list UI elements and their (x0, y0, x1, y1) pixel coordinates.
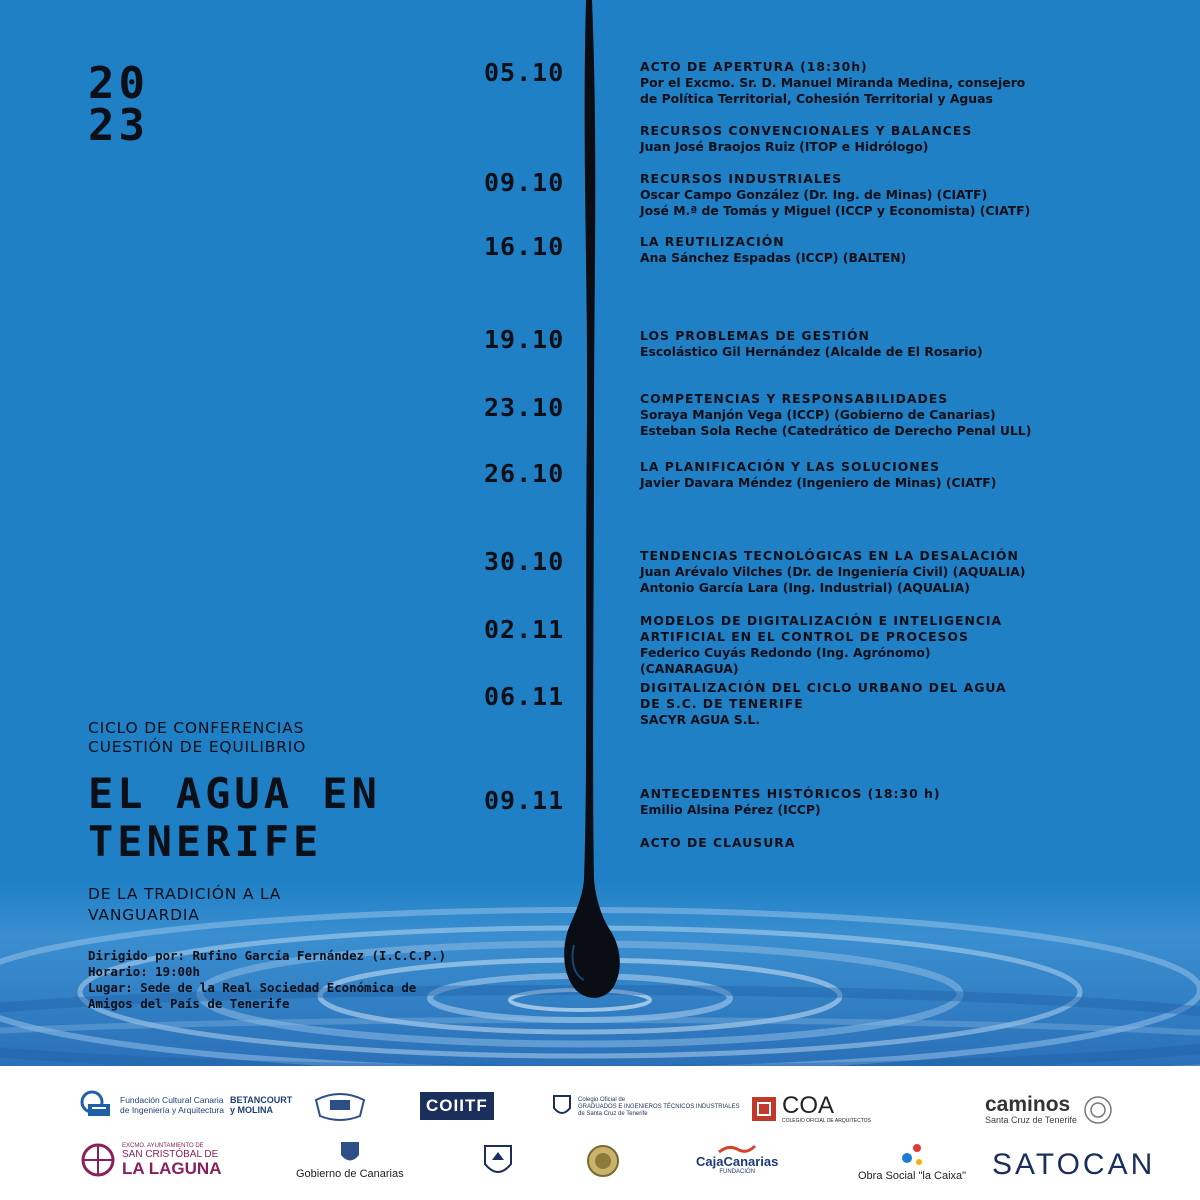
event-detail: Emilio Alsina Pérez (ICCP) (640, 802, 821, 817)
event-info (88, 948, 448, 1012)
year-bottom: 23 (88, 100, 149, 151)
logo-graduados: Colegio Oficial de GRADUADOS E INGENIEROS TÉCNICOS INDUSTRIALES de Santa Cruz de Tenerife (552, 1094, 740, 1120)
event-detail: Antonio García Lara (Ing. Industrial) (AQUALIA) (640, 580, 970, 595)
event-item (640, 391, 1040, 439)
event-date: 06.11 (484, 682, 565, 711)
main-title-line: TENERIFE (88, 817, 323, 866)
main-title (88, 770, 381, 866)
event-title: MODELOS DE DIGITALIZACIÓN E INTELIGENCIA ARTIFICIAL EN EL CONTROL DE PROCESOS (640, 613, 1003, 644)
logo-obra-social: Obra Social "la Caixa" (858, 1142, 966, 1182)
event-date: 16.10 (484, 232, 565, 261)
crest-emblem-icon (312, 1086, 368, 1126)
cycle-line: CUESTIÓN DE EQUILIBRIO (88, 738, 307, 756)
event-item (640, 613, 1020, 677)
event-detail: SACYR AGUA S.L. (640, 712, 761, 727)
event-title: ANTECEDENTES HISTÓRICOS (18:30 h) (640, 786, 941, 801)
event-detail: Escolástico Gil Hernández (Alcalde de El Rosario) (640, 344, 983, 359)
logo-coiitf: COIITF (420, 1092, 494, 1120)
event-title: COMPETENCIAS Y RESPONSABILIDADES (640, 391, 949, 406)
water-drop-illustration (540, 0, 630, 1010)
logo-la-laguna: EXCMO. AYUNTAMIENTO DE SAN CRISTÓBAL DE LA LAGUNA (80, 1142, 221, 1178)
event-title: ACTO DE APERTURA (18:30h) (640, 59, 868, 74)
logo-crest (312, 1086, 368, 1126)
info-value: Rufino García Fernández (I.C.C.P.) (192, 948, 447, 963)
event-item (640, 786, 1040, 818)
main-title-line: EL AGUA EN (88, 769, 381, 818)
la-caixa-star-icon (897, 1142, 927, 1168)
event-item (640, 171, 1040, 219)
event-detail: Federico Cuyás Redondo (Ing. Agrónomo) (CANARAGUA) (640, 645, 931, 676)
info-label: Lugar: (88, 980, 133, 995)
caminos-seal-icon (1083, 1095, 1113, 1125)
event-date: 19.10 (484, 325, 565, 354)
event-date: 02.11 (484, 615, 565, 644)
logo-coa: COA COLEGIO OFICIAL DE ARQUITECTOS (752, 1094, 871, 1124)
subtitle: DE LA TRADICIÓN A LA VANGUARDIA (88, 885, 282, 924)
coa-emblem-icon (752, 1097, 776, 1121)
event-item (640, 835, 1040, 851)
logo-cabildo (482, 1142, 514, 1182)
event-detail: Ana Sánchez Espadas (ICCP) (BALTEN) (640, 250, 907, 265)
info-time (88, 964, 448, 980)
event-title: LA PLANIFICACIÓN Y LAS SOLUCIONES (640, 459, 940, 474)
event-item (640, 680, 1020, 728)
event-detail: Esteban Sola Reche (Catedrático de Derecho Penal ULL) (640, 423, 1032, 438)
logo-gobierno-canarias: Gobierno de Canarias (296, 1140, 404, 1180)
event-date: 09.11 (484, 786, 565, 815)
event-date: 23.10 (484, 393, 565, 422)
event-detail: Por el Excmo. Sr. D. Manuel Miranda Medina, consejero (640, 75, 1026, 90)
event-item (640, 548, 1040, 596)
event-date: 05.10 (484, 58, 565, 87)
logo-cajacanarias: CajaCanarias FUNDACIÓN (696, 1144, 778, 1175)
event-detail: Juan José Braojos Ruiz (ITOP e Hidrólogo) (640, 139, 929, 154)
event-item (640, 123, 1040, 155)
event-date: 30.10 (484, 547, 565, 576)
event-item (640, 59, 1040, 107)
cabildo-shield-icon (482, 1142, 514, 1182)
fundacion-emblem-icon (80, 1090, 114, 1120)
info-value: Sede de la Real Sociedad Económica de Amigos del País de Tenerife (88, 980, 417, 1011)
info-directed (88, 948, 448, 964)
event-detail: José M.ª de Tomás y Miguel (ICCP y Economista) (CIATF) (640, 203, 1031, 218)
canarias-shield-icon (339, 1140, 361, 1166)
event-title: ACTO DE CLAUSURA (640, 835, 796, 850)
info-place (88, 980, 448, 1012)
event-title: DIGITALIZACIÓN DEL CICLO URBANO DEL AGUA DE S.C. DE TENERIFE (640, 680, 1007, 711)
logo-caminos: caminos Santa Cruz de Tenerife (985, 1094, 1113, 1125)
logo-fundacion-betancourt: Fundación Cultural Canaria de Ingeniería y Arquitectura BETANCOURT y MOLINA (80, 1090, 290, 1120)
event-detail: de Política Territorial, Cohesión Territorial y Aguas (640, 91, 993, 106)
event-date: 26.10 (484, 459, 565, 488)
event-detail: Soraya Manjón Vega (ICCP) (Gobierno de Canarias) (640, 407, 996, 422)
logo-real-sociedad (586, 1144, 620, 1178)
event-detail: Juan Arévalo Vilches (Dr. de Ingeniería Civil) (AQUALIA) (640, 564, 1026, 579)
event-title: LOS PROBLEMAS DE GESTIÓN (640, 328, 870, 343)
cycle-line: CICLO DE CONFERENCIAS (88, 719, 305, 737)
laguna-wheel-icon (80, 1142, 116, 1178)
info-label: Horario: (88, 964, 148, 979)
event-detail: Javier Davara Méndez (Ingeniero de Minas) (CIATF) (640, 475, 997, 490)
event-title: RECURSOS INDUSTRIALES (640, 171, 843, 186)
sponsor-logos (0, 1066, 1200, 1200)
event-item (640, 234, 1040, 266)
sociedad-seal-icon (586, 1144, 620, 1178)
event-title: LA REUTILIZACIÓN (640, 234, 785, 249)
info-label: Dirigido por: (88, 948, 185, 963)
event-title: RECURSOS CONVENCIONALES Y BALANCES (640, 123, 973, 138)
cajacanarias-wave-icon (717, 1144, 757, 1154)
info-value: 19:00h (155, 964, 200, 979)
event-item (640, 328, 1040, 360)
logo-satocan: SATOCAN (992, 1148, 1156, 1181)
event-title: TENDENCIAS TECNOLÓGICAS EN LA DESALACIÓN (640, 548, 1019, 563)
cycle-heading (88, 719, 306, 757)
event-date: 09.10 (484, 168, 565, 197)
event-detail: Oscar Campo González (Dr. Ing. de Minas) (CIATF) (640, 187, 988, 202)
event-item (640, 459, 1040, 491)
year-top: 20 (88, 58, 149, 109)
shield-icon (552, 1094, 572, 1120)
